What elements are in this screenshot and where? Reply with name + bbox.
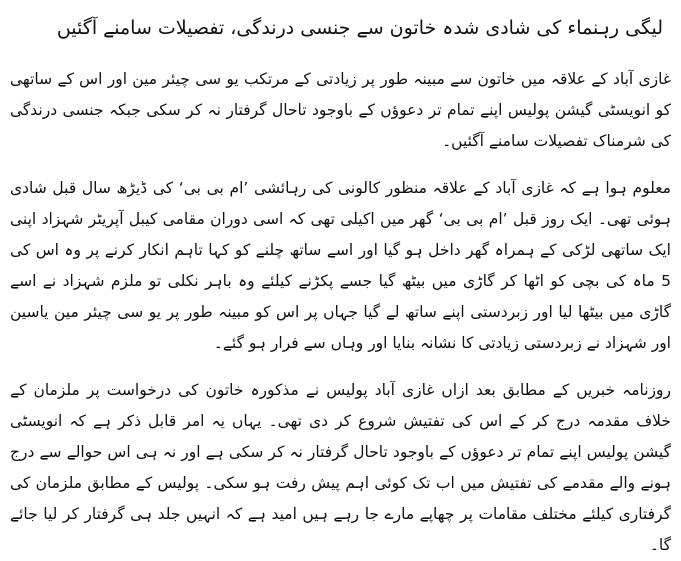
article-paragraph-1: غازی آباد کے علاقہ میں خاتون سے مبینہ طور پر زیادتی کے مرتکب یو سی چیئر مین اور اس کے ساتھی کو انویسٹی گیشن پولیس اپنے تمام تر دعوؤں کے باوجود تاحال گرفتار نہ کر سکی جبکہ جنسی درندگی کی شرمناک تفصیلات سامنے آگئیں۔ [10, 70, 671, 150]
article-paragraph-3: روزنامہ خبریں کے مطابق بعد ازاں غازی آباد پولیس نے مذکورہ خاتون کی درخواست پر ملزمان کے خلاف مقدمہ درج کر کے اس کی تفتیش شروع کر دی تھی۔ یہاں یہ امر قابل ذکر ہے کہ انویسٹی گیشن پولیس اپنے تمام تر دعوؤں کے باوجود تاحال گرفتار نہ کر سکی ہے اور نہ ہی اس حوالے سے درج ہونے والے مقدمے کی تفتیش میں اب تک کوئی اہم پیش رفت ہو سکی۔ پولیس کے مطابق ملزمان کی گرفتاری کیلئے مختلف مقامات پر چھاپے مارے جا رہے ہیں امید ہے کہ انہیں جلد ہی گرفتار کر لیا جائے گا۔ [10, 381, 671, 554]
article-headline: لیگی رہنماء کی شادی شدہ خاتون سے جنسی درندگی، تفصیلات سامنے آگئیں [56, 17, 663, 39]
article-paragraph-2: معلوم ہوا ہے کہ غازی آباد کے علاقہ منظور کالونی کی رہائشی ’ام بی بی‘ کی ڈیڑھ سال قبل شادی ہوئی تھی۔ ایک روز قبل ’ام بی بی‘ گھر میں اکیلی تھی کہ اسی دوران مقامی کیبل آپریٹر شہزاد اپنی ایک ساتھی لڑکی کے ہمراہ گھر داخل ہو گیا اور اسے ساتھ چلنے کو کہا تاہم انکار کرنے پر وہ اس کی 5 ماہ کی بچی کو اٹھا کر گاڑی میں بیٹھ گیا جسے پکڑنے کیلئے وہ باہر نکلی تو ملزم شہزاد نے اسے گاڑی میں بیٹھا لیا اور زبردستی اپنے ساتھ لے گیا جہاں پر اس کو مبینہ طور پر یو سی چیئر مین یاسین اور شہزاد نے زبردستی زیادتی کا نشانہ بنایا اور وہاں سے فرار ہو گئے۔ [10, 179, 671, 352]
